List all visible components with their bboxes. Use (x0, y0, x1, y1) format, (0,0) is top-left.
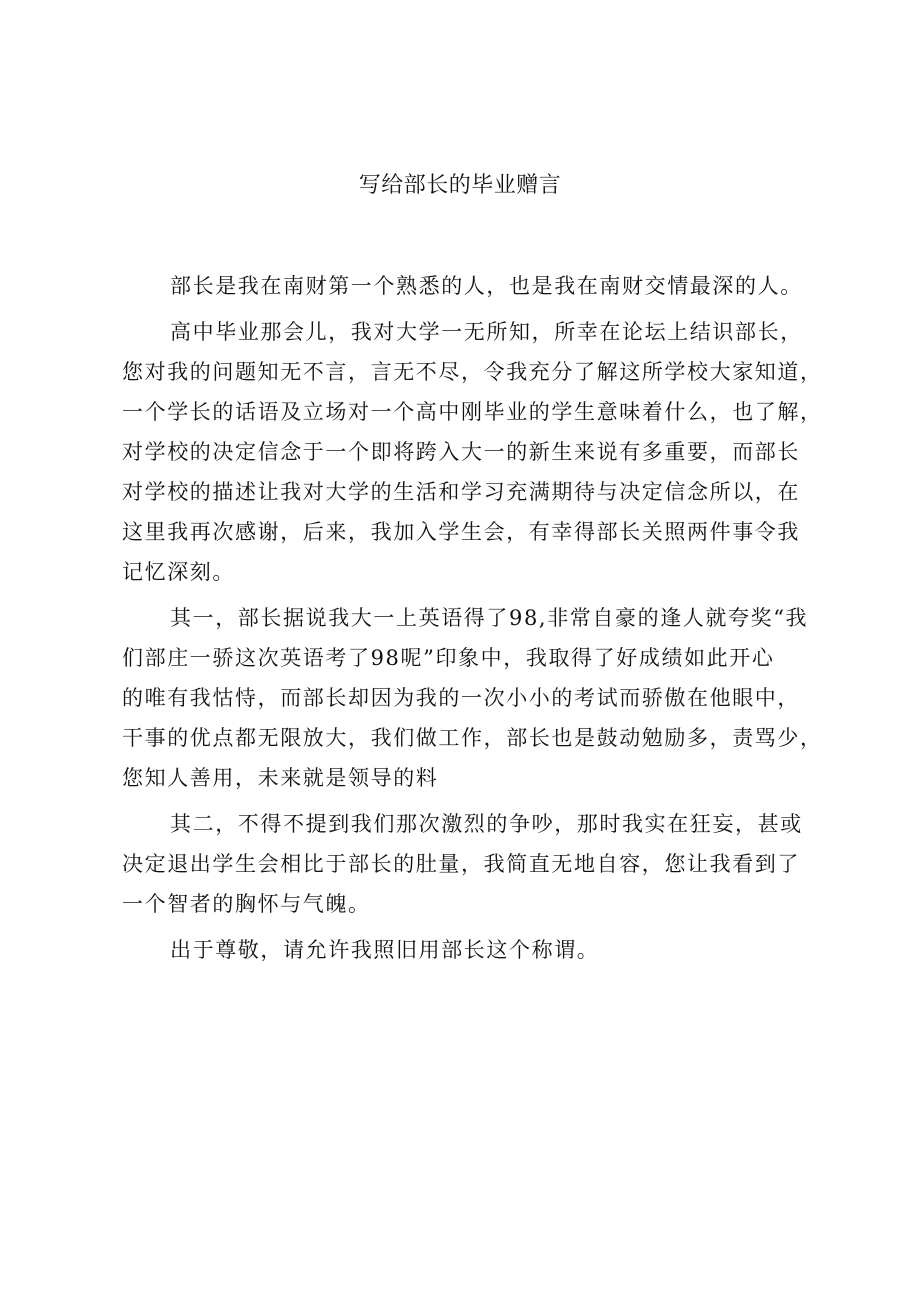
paragraph-line: 的唯有我怙恃，而部长却因为我的一次小小的考试而骄傲在他眼中， (122, 686, 800, 710)
paragraph-line: 出于尊敬，请允许我照旧用部长这个称谓。 (170, 938, 600, 962)
document-body (122, 266, 822, 976)
paragraph-line: 一个学长的话语及立场对一个高中刚毕业的学生意味着什么，也了解， (122, 400, 823, 424)
paragraph-line: 其二，不得不提到我们那次激烈的争吵，那时我实在狂妄，甚或 (170, 812, 803, 836)
paragraph-line: 干事的优点都无限放大，我们做工作，部长也是鼓动勉励多，责骂少， (122, 726, 823, 750)
paragraph-line: 高中毕业那会儿，我对大学一无所知，所幸在论坛上结识部长， (170, 320, 803, 344)
paragraph-line: 对学校的描述让我对大学的生活和学习充满期待与决定信念所以，在 (122, 480, 800, 504)
document-title: 写给部长的毕业赠言 (358, 173, 562, 198)
paragraph-line: 决定退出学生会相比于部长的肚量，我简直无地自容，您让我看到了 (122, 852, 800, 876)
paragraph-line: 其一，部长据说我大一上英语得了98,非常自豪的逢人就夸奖“我 (170, 606, 809, 630)
paragraph-line: 一个智者的胸怀与气魄。 (122, 892, 371, 916)
paragraph-1 (122, 266, 822, 306)
paragraph-3 (122, 598, 822, 798)
paragraph-line: 对学校的决定信念于一个即将跨入大一的新生来说有多重要，而部长 (122, 440, 800, 464)
paragraph-line: 这里我再次感谢，后来，我加入学生会，有幸得部长关照两件事令我 (122, 520, 800, 544)
paragraph-line: 记忆深刻。 (122, 560, 235, 584)
paragraph-line: 您对我的问题知无不言，言无不尽，令我充分了解这所学校大家知道， (122, 360, 823, 384)
paragraph-5 (122, 930, 822, 970)
paragraph-line: 部长是我在南财第一个熟悉的人，也是我在南财交情最深的人。 (170, 274, 803, 298)
paragraph-2 (122, 312, 822, 592)
paragraph-4 (122, 804, 822, 924)
paragraph-line: 们部庄一骄这次英语考了98呢”印象中，我取得了好成绩如此开心 (122, 646, 775, 670)
paragraph-line: 您知人善用，未来就是领导的料 (122, 766, 439, 790)
